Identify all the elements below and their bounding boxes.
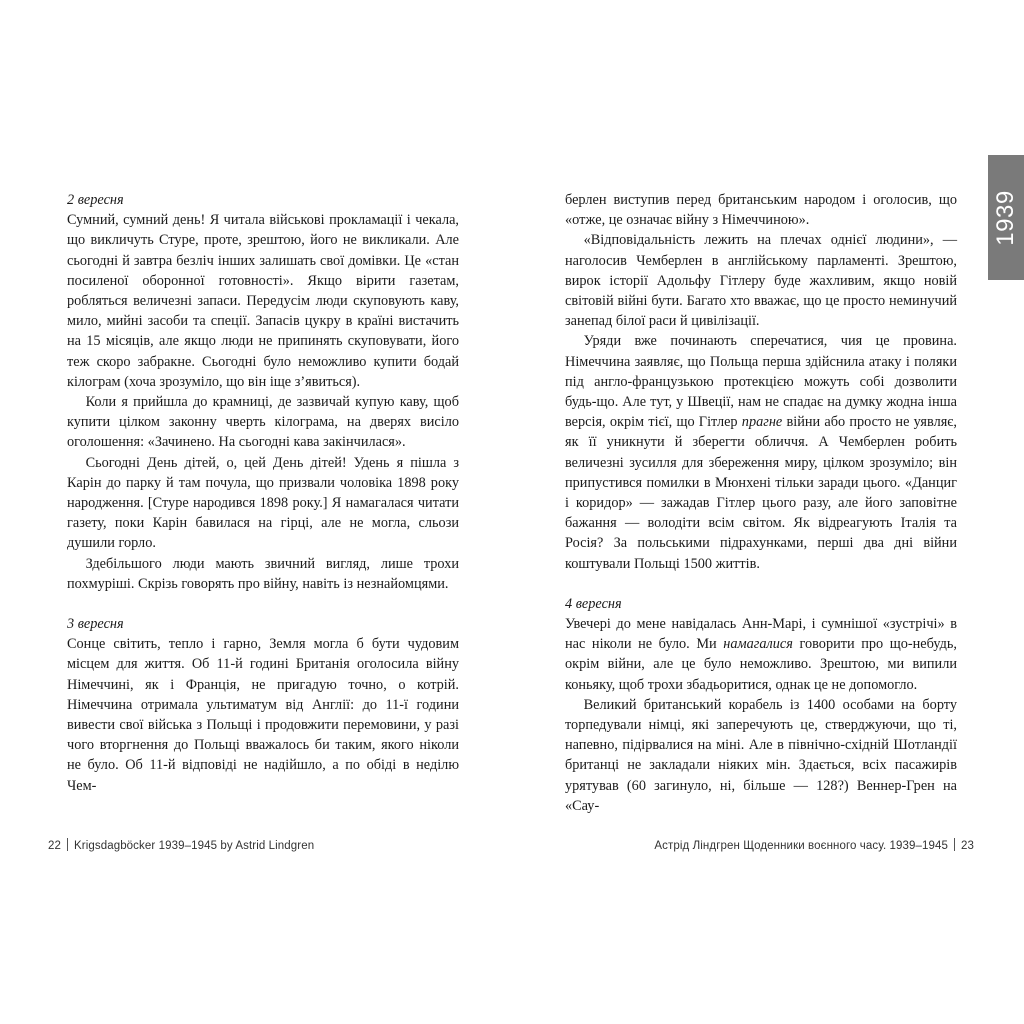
paragraph: Коли я прийшла до крамниці, де зазвичай купую каву, щоб купити цілком законну чверть кілограма, на дверях висіло оголошення: «Зачинено. На сьогодні кава закінчилася». <box>67 394 459 451</box>
entry-date: 2 вересня <box>67 192 124 208</box>
emphasis: намагалися <box>723 636 793 653</box>
text-run: війни або просто не уявляє, як її уникнути й зберегти обличчя. А Чемберлен робить величезні зусилля для збереження миру, цілком зрозуміло; він припустився помилки в Мюнхені тільки заради цього. «Данциг і коридор» — зажадав Гітлер цього разу, але його заповітне бажання — володіти всім світом. Як відреагують Італія та Росія? За польськими підрахунками, перші два дні війни коштували Польщі 1500 життів. <box>565 414 957 572</box>
paragraph <box>565 331 957 573</box>
year-tab-label: 1939 <box>992 189 1019 246</box>
text-run: говорити про що-небудь, окрім війни, але це було неможливо. Зрештою, ми випили коньяку, щоб трохи збадьоритися, однак це не допомогло. <box>565 636 957 693</box>
right-page <box>565 190 957 816</box>
left-page <box>67 190 459 796</box>
left-footer <box>48 838 314 852</box>
emphasis: прагне <box>741 414 783 431</box>
paragraph: Великий британський корабель із 1400 особами на борту торпедували німці, які заперечують це, стверджуючи, що ті, напевно, підірвалися на міні. Але в північно-східній Шотландії британці не закладали ніяких мін. Здається, всіх пасажирів урятував (60 загинуло, ні, більше — 128?) Веннер-Грен на «Сау- <box>565 696 957 814</box>
text-run: Уряди вже починають сперечатися, чия це провина. Німеччина заявляє, що Польща перша здійснила атаку і поляки під англо-французькою протекцією можуть собі дозволити будь-що. Але тут, у Швеції, нам не спадає на думку жодна інша версія, окрім тієї, що Гітлер <box>565 333 957 431</box>
entry-date: 3 вересня <box>67 616 124 633</box>
running-title: Астрід Ліндгрен Щоденники воєнного часу. 1939–1945 <box>654 840 948 852</box>
paragraph: Сонце світить, тепло і гарно, Земля могла б бути чудовим місцем для життя. Об 11-й годині Британія оголосила війну Німеччині, як і Франція, не пригадую точно, о котрій. Німеччина отримала ультиматум від Англії: до 11-ї години вивести свої війська з Польщі і продовжити перемовини, у разі чого вторгнення до Польщі вважалось би таким, якого ніколи не було. Об 11-й відповіді не надійшло, а по обіді в неділю Чем- <box>67 636 459 794</box>
paragraph: Здебільшого люди мають звичний вигляд, лише трохи похмуріші. Скрізь говорять про війну, навіть із незнайомцями. <box>67 555 459 592</box>
page-number: 23 <box>961 840 974 852</box>
footer-separator <box>954 838 955 851</box>
running-title: Krigsdagböcker 1939–1945 by Astrid Lindgren <box>74 840 315 852</box>
entry-date: 4 вересня <box>565 595 622 612</box>
paragraph: Сьогодні День дітей, о, цей День дітей! Удень я пішла з Карін до парку й там почула, що призвали чоловіка 1898 року народження. [Стуре народився 1898 року.] Я намагалася читати газету, поки Карін бавилася на гірці, але не могла, сльози душили горло. <box>67 454 459 552</box>
page-number: 22 <box>48 840 61 852</box>
year-tab <box>988 155 1024 280</box>
right-footer <box>654 838 974 852</box>
paragraph: Сумний, сумний день! Я читала військові прокламації і чекала, що викличуть Стуре, проте, зрештою, його не викликали. Але сьогодні й завтра безліч інших залишать свої домівки. Це «стан посиленої оборонної готовності». Якщо вірити газетам, робляться величезні запаси. Передусім люди скуповують каву, мило, мийні засоби та спеції. Запасів цукру в країні вистачить на 15 місяців, але якщо люди не припинять скуповувати, його теж скоро забракне. Сьогодні було неможливо купити бодай кілограм (хоча зрозуміло, що він іще з’явиться). <box>67 212 459 390</box>
paragraph <box>565 614 957 695</box>
paragraph: «Відповідальність лежить на плечах однієї людини», — наголосив Чемберлен в англійському парламенті. Зрештою, вирок історії Адольфу Гітлеру буде жахливим, якщо новій світовій війні бути. Багато хто вважає, що це просто неминучий занепад білої раси й цивілізації. <box>565 232 957 330</box>
footer-separator <box>67 838 68 851</box>
paragraph-continuation: берлен виступив перед британським народом і оголосив, що «отже, це означає війну з Німеччиною». <box>565 192 957 229</box>
text-run: Увечері до мене навідалась Анн-Марі, і сумнішої «зустрічі» в нас ніколи не було. Ми <box>565 616 957 653</box>
entry-spacer <box>565 574 957 594</box>
entry-spacer <box>67 594 459 614</box>
